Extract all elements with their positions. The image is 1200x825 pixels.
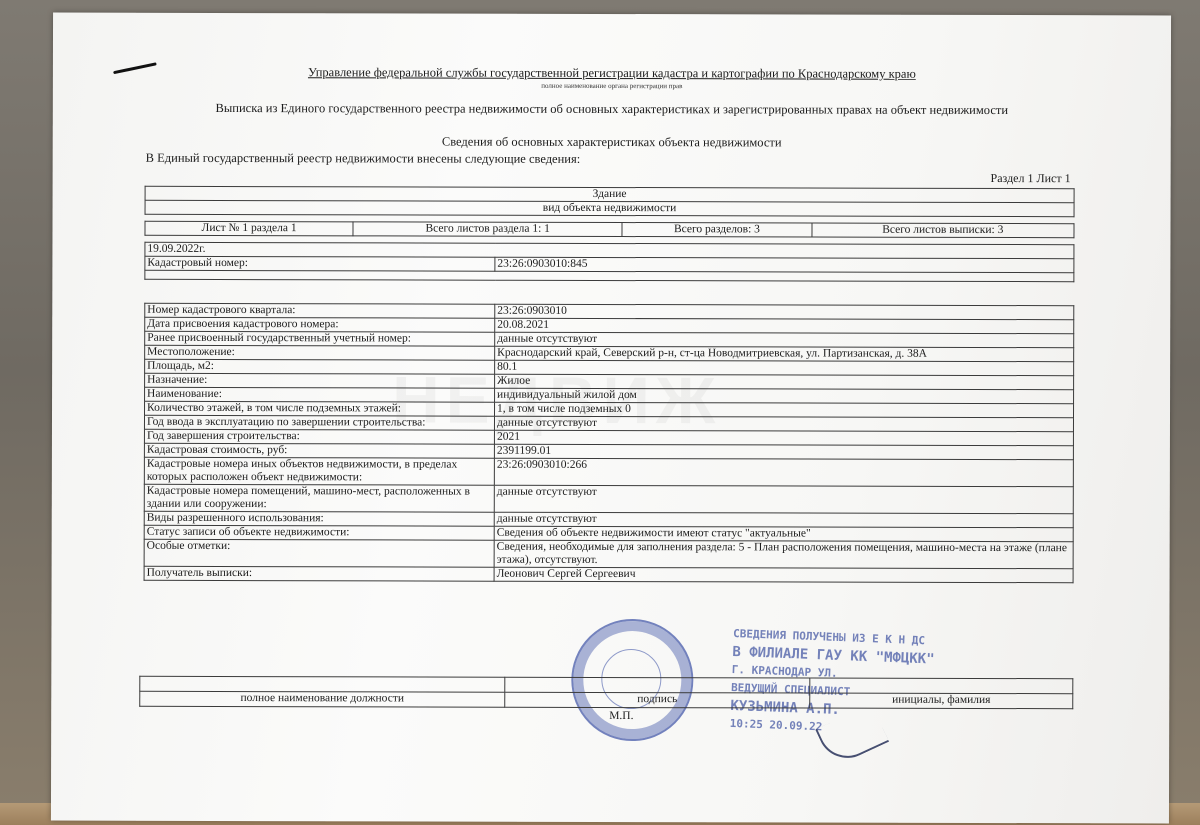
sheets-table <box>144 221 1074 238</box>
document-sheet <box>51 13 1171 824</box>
row-value: данные отсутствуют <box>494 512 1073 528</box>
row-key: Количество этажей, в том числе подземных этажей: <box>145 401 495 416</box>
sign-cell <box>505 677 810 693</box>
sheets-in-section: Всего листов раздела 1: 1 <box>353 222 622 237</box>
row-value: Жилое <box>495 374 1074 390</box>
row-value: Сведения, необходимые для заполнения раздела: 5 - План расположения помещения, машино-места на этаже (плане этажа), отсутствуют. <box>494 540 1073 569</box>
signature-table <box>139 676 1073 709</box>
stamp-line-5: КУЗЬМИНА А.П. <box>730 697 841 719</box>
row-key: Назначение: <box>145 373 495 388</box>
table-row <box>144 566 1073 582</box>
row-key: Наименование: <box>145 387 495 402</box>
stamp-line-1: СВЕДЕНИЯ ПОЛУЧЕНЫ ИЗ Е К Н ДС <box>732 626 926 648</box>
sheet-number: Лист № 1 раздела 1 <box>145 221 353 236</box>
section-info: Раздел 1 Лист 1 <box>990 170 1071 186</box>
total-sections: Всего разделов: 3 <box>622 223 811 237</box>
row-key: Кадастровые номера иных объектов недвижимости, в пределах которых расположен объект недвижимости: <box>144 457 494 485</box>
object-type-table <box>145 186 1075 217</box>
table-row <box>144 539 1073 568</box>
row-key: Площадь, м2: <box>145 359 495 374</box>
characteristics-body <box>144 303 1074 582</box>
table-row <box>144 484 1073 513</box>
row-value: данные отсутствуют <box>494 485 1073 514</box>
row-value: 1, в том числе подземных 0 <box>495 402 1074 418</box>
stamp-line-6: 10:25 20.09.22 <box>729 716 823 734</box>
row-value: данные отсутствуют <box>495 332 1074 348</box>
row-key: Номер кадастрового квартала: <box>145 303 495 318</box>
name-caption: инициалы, фамилия <box>810 693 1073 709</box>
row-key: Год завершения строительства: <box>144 429 494 444</box>
organization-name: Управление федеральной службы государственной регистрации кадастра и картографии по Краснодарскому краю <box>307 65 916 81</box>
cadastral-table <box>144 242 1074 282</box>
stamp-line-2: В ФИЛИАЛЕ ГАУ КК "МФЦКК" <box>732 643 935 668</box>
sign-caption: подпись <box>505 692 810 708</box>
cadastral-number-value: 23:26:0903010:845 <box>495 257 1074 273</box>
row-value: индивидуальный жилой дом <box>495 388 1074 404</box>
document-title: Выписка из Единого государственного реестра недвижимости об основных характеристиках и зарегистрированных правах на объект недвижимости <box>215 100 1009 118</box>
row-value: 20.08.2021 <box>495 318 1074 334</box>
row-value: 80.1 <box>495 360 1074 376</box>
position-caption: полное наименование должности <box>140 691 505 707</box>
characteristics-table <box>144 303 1075 583</box>
row-key: Кадастровые номера помещений, машино-мест, расположенных в здании или сооружении: <box>144 484 494 512</box>
stamp-line-4: ВЕДУЩИЙ СПЕЦИАЛИСТ <box>730 680 851 699</box>
row-value: Сведения об объекте недвижимости имеют статус "актуальные" <box>494 526 1073 542</box>
stamp-line-3: Г. КРАСНОДАР УЛ. <box>731 662 838 680</box>
table-row <box>144 457 1073 486</box>
cadastral-number-label: Кадастровый номер: <box>145 256 495 271</box>
intro-text: В Единый государственный реестр недвижимости внесены следующие сведения: <box>145 150 581 166</box>
issue-date: 19.09.2022г. <box>145 242 1074 258</box>
row-key: Дата присвоения кадастрового номера: <box>145 317 495 332</box>
row-value: 2021 <box>494 430 1073 446</box>
row-key: Особые отметки: <box>144 539 494 567</box>
row-value: Краснодарский край, Северский р-н, ст-ца Новодмитриевская, ул. Партизанская, д. 38А <box>495 346 1074 362</box>
object-type: Здание <box>145 186 1074 202</box>
name-cell <box>810 678 1073 694</box>
row-key: Местоположение: <box>145 345 495 360</box>
row-value: 2391199.01 <box>494 444 1073 460</box>
position-cell <box>140 676 505 692</box>
organization-caption: полное наименование органа регистрации прав <box>541 81 683 91</box>
row-key: Кадастровая стоимость, руб: <box>144 443 494 458</box>
row-value: Леонович Сергей Сергеевич <box>494 567 1073 583</box>
row-key: Виды разрешенного использования: <box>144 511 494 526</box>
object-type-caption: вид объекта недвижимости <box>145 200 1074 216</box>
total-sheets: Всего листов выписки: 3 <box>812 223 1074 238</box>
row-value: данные отсутствуют <box>494 416 1073 432</box>
row-key: Статус записи об объекте недвижимости: <box>144 525 494 540</box>
row-key: Год ввода в эксплуатацию по завершении строительства: <box>144 415 494 430</box>
seal-place-label: М.П. <box>609 709 634 723</box>
row-key: Получатель выписки: <box>144 566 494 581</box>
row-key: Ранее присвоенный государственный учетный номер: <box>145 331 495 346</box>
blank-row <box>145 270 1074 281</box>
row-value: 23:26:0903010 <box>495 304 1074 320</box>
document-subtitle: Сведения об основных характеристиках объекта недвижимости <box>441 134 782 150</box>
row-value: 23:26:0903010:266 <box>494 458 1073 487</box>
